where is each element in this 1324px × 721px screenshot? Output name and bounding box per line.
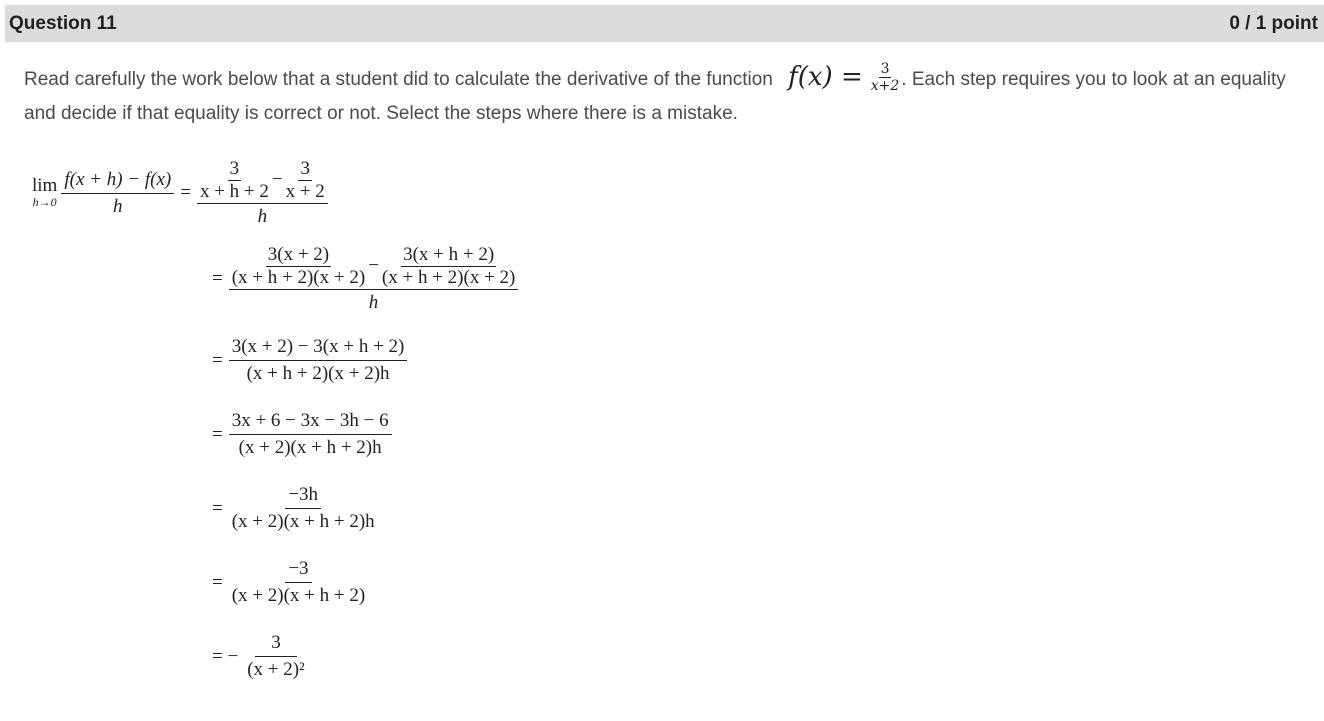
step-0 [32, 158, 328, 228]
equals-sign: = [212, 268, 223, 289]
minus-sign: − [368, 254, 379, 276]
step-0-fraction [197, 158, 328, 228]
function-numerator: 3 [880, 61, 890, 78]
equals-sign: = [212, 497, 223, 519]
numerator: 3(x + 2) − 3(x + h + 2) [229, 336, 408, 361]
lhs-fraction [61, 169, 174, 218]
prompt-text: Read carefully the work below that a student did to calculate the derivative of the function [24, 69, 773, 90]
function-denominator: x+2 [870, 78, 900, 95]
numerator: f(x + h) − f(x) [61, 169, 174, 194]
step-1 [212, 244, 518, 314]
step-1-fraction [229, 244, 519, 314]
step-5 [212, 558, 368, 607]
equals-sign: = [212, 349, 223, 371]
step-6-fraction [244, 632, 308, 681]
equals-minus-sign: = − [212, 645, 239, 667]
prompt-text-after: . Each step requires you to look at an equality and decide if that equality is correct or not. Select the steps where there is a mistake. [24, 69, 1286, 124]
step-5-fraction [229, 558, 368, 607]
numerator: 3(x + 2) [267, 244, 330, 265]
lim-label: lim [32, 175, 58, 196]
denominator: (x + h + 2)(x + 2) [231, 267, 366, 288]
denominator: (x + 2)(x + h + 2) [231, 585, 366, 606]
denominator: (x + 2)(x + h + 2)h [231, 511, 375, 532]
question-prompt [24, 60, 1314, 131]
numerator: 3(x + h + 2) [403, 244, 495, 265]
function-fraction [871, 61, 900, 94]
question-points: 0 / 1 point [1229, 13, 1318, 34]
equals-sign: = [212, 423, 223, 445]
numerator: 3 [300, 158, 310, 179]
question-header [5, 5, 1324, 42]
denominator: h [257, 206, 268, 227]
step-4-fraction [229, 484, 378, 533]
numerator: 3 [255, 632, 297, 657]
numerator: −3 [285, 558, 311, 583]
question-title: Question 11 [9, 13, 117, 34]
denominator: h [368, 292, 379, 313]
step-3-fraction [229, 410, 392, 459]
denominator: (x + h + 2)(x + 2)h [246, 363, 390, 384]
minus-sign: − [271, 168, 283, 190]
numerator: −3h [285, 484, 321, 509]
step-2 [212, 336, 407, 385]
step-2-fraction [229, 336, 408, 385]
equals-sign: = [212, 571, 223, 593]
numerator: 3 [229, 158, 240, 179]
step-3 [212, 410, 392, 459]
limit [32, 177, 57, 209]
denominator: h [113, 195, 123, 217]
step-6 [212, 632, 308, 681]
denominator: (x + 2)² [247, 659, 305, 680]
numerator: 3x + 6 − 3x − 3h − 6 [229, 410, 392, 435]
lim-subscript: h→0 [32, 195, 57, 209]
denominator: x + 2 [285, 181, 325, 202]
equals-sign: = [180, 182, 191, 203]
function-lhs: f(x) = [788, 62, 863, 92]
denominator: (x + 2)(x + h + 2)h [238, 437, 382, 458]
step-4 [212, 484, 378, 533]
denominator: x + h + 2 [199, 181, 269, 202]
denominator: (x + h + 2)(x + 2) [381, 267, 516, 288]
